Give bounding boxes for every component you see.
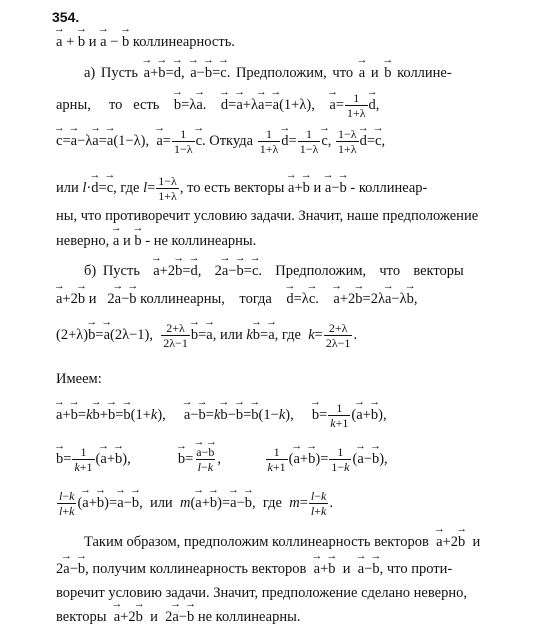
- part-b-line-1: б) Пусть → a+2→ b=→ d, 2→ a−→ b=→ c. Предположим, что векторы: [84, 262, 464, 280]
- conclusion-line-3: воречит условию задачи. Значит, предположение сделано неверно,: [56, 585, 467, 601]
- problem-intro: → a + → b и → a − → b коллинеарность.: [56, 33, 235, 51]
- part-b-line-3: (2+λ)→ b=→ a(2λ−1), $\frac{2+\lambda}{2\lambda-1}$ → b=→ a, или k→ b=→ a, где k= $\frac{2+\lambda}{2\lambda-1}$ .: [56, 322, 357, 349]
- have-line-1: → a+→ b=k→ b+→ b=→ b(1+k), → a−→ b=k→ b−→ b=→ b(1−k), → b= $\frac{1}{k+1}$ (→ a+→ b),: [56, 402, 387, 429]
- part-a-line-6: неверно, → a и → b - не коллинеарны.: [56, 232, 256, 250]
- part-a-line-3: → c=→ a−λ→ a=→ a(1−λ), → a= $\frac{1}{1-\lambda}$ → c. Откуда $\frac{1}{1+\lambda}$ → d= $\frac{1}{1-\lambda}$ → c, $\frac{1-\lambda}{1+\lambda}$ → d=→ c,: [56, 128, 385, 155]
- conclusion-line-2: 2→ a−→ b, получим коллинеарность векторов → a+→ b и → a−→ b, что проти-: [56, 560, 452, 578]
- part-a-line-5: ны, что противоречит условию задачи. Значит, наше предположение: [56, 208, 479, 224]
- part-b-line-2: → a+2→ b и 2→ a−→ b коллинеарны, тогда → d=λ→ c. → a+2→ b=2λ→ a−λ→ b,: [56, 290, 418, 308]
- conclusion-line-4: векторы → a+2→ b и 2→ a−→ b не коллинеарны.: [56, 608, 300, 626]
- have-line-2: → b= $\frac{1}{k+1}$ (→ a+→ b), → b= → $\frac{a-\to b}{l-k}$ , $\frac{1}{k+1}$ (→ a+→ b)= $\frac{1}{1-k}$ (→ a−→ b),: [56, 446, 388, 473]
- part-a-line-4: или l·→ d=→ c, где l= $\frac{1-\lambda}{1+\lambda}$ , то есть векторы → a+→ b и → a−→ b - коллинеар-: [56, 175, 427, 202]
- have-line-3: $\frac{l-k}{l+k}$ (→ a+→ b)=→ a−→ b, или m(→ a+→ b)=→ a−→ b, где m= $\frac{l-k}{l+k}$ .: [56, 490, 333, 517]
- conclusion-line-1: Таким образом, предположим коллинеарность векторов → a+2→ b и: [84, 533, 480, 551]
- part-a-line-2: арны, то есть → b=λ→ a. → d=→ a+λ→ a=→ a(1+λ), → a= $\frac{1}{1+\lambda}$ → d,: [56, 92, 379, 119]
- have-heading: Имеем:: [56, 371, 102, 387]
- problem-number: 354.: [52, 9, 80, 25]
- part-a-line-1: а) Пусть → a+→ b=→ d, → a−→ b=→ c. Предположим, что → a и → b коллине-: [84, 64, 452, 82]
